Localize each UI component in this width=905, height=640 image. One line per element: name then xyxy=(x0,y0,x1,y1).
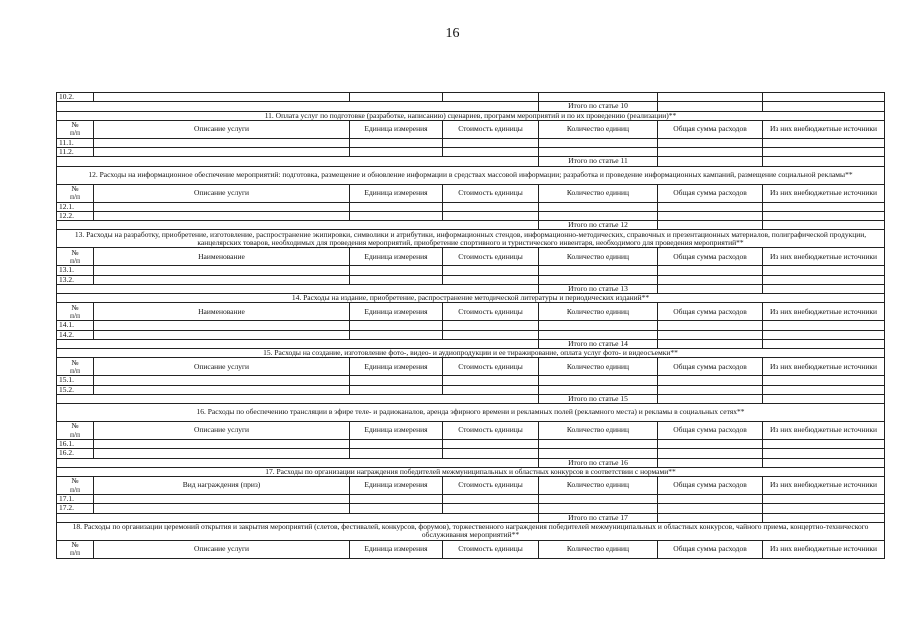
total-sum xyxy=(658,394,763,403)
empty-cell xyxy=(658,495,763,504)
empty-cell xyxy=(763,202,885,211)
header-unit: Единица измерения xyxy=(350,248,443,266)
total-spacer xyxy=(57,458,539,467)
row-number: 12.1. xyxy=(57,202,94,211)
empty-cell xyxy=(539,321,658,330)
empty-cell xyxy=(94,93,350,102)
header-unit: Единица измерения xyxy=(350,120,443,138)
header-cost: Стоимость единицы xyxy=(443,248,539,266)
header-qty: Количество единиц xyxy=(539,303,658,321)
section-title: 16. Расходы по обеспечению трансляции в эфире теле- и радиоканалов, аренда эфирного времени и рекламных полей (рекламного места) и рекламы в социальных сетях** xyxy=(57,404,885,422)
header-extra: Из них внебюджетные источники xyxy=(763,303,885,321)
header-total: Общая сумма расходов xyxy=(658,358,763,376)
header-row xyxy=(57,303,885,321)
empty-cell xyxy=(658,148,763,157)
empty-cell xyxy=(94,440,350,449)
empty-cell xyxy=(658,321,763,330)
empty-cell xyxy=(658,266,763,275)
empty-cell xyxy=(763,449,885,458)
header-desc: Описание услуги xyxy=(94,422,350,440)
header-total: Общая сумма расходов xyxy=(658,477,763,495)
empty-cell xyxy=(763,504,885,513)
empty-cell xyxy=(94,376,350,385)
total-sum xyxy=(658,339,763,348)
header-cost: Стоимость единицы xyxy=(443,477,539,495)
empty-cell xyxy=(763,321,885,330)
empty-cell xyxy=(94,330,350,339)
total-spacer xyxy=(57,102,539,111)
empty-cell xyxy=(350,321,443,330)
empty-cell xyxy=(763,148,885,157)
empty-cell xyxy=(350,440,443,449)
header-row xyxy=(57,120,885,138)
empty-cell xyxy=(350,504,443,513)
empty-cell xyxy=(350,330,443,339)
empty-cell xyxy=(443,449,539,458)
empty-cell xyxy=(539,275,658,284)
empty-cell xyxy=(443,330,539,339)
header-cost: Стоимость единицы xyxy=(443,120,539,138)
table-row xyxy=(57,202,885,211)
header-cost: Стоимость единицы xyxy=(443,422,539,440)
header-row xyxy=(57,248,885,266)
empty-cell xyxy=(443,440,539,449)
empty-cell xyxy=(350,148,443,157)
row-number: 11.2. xyxy=(57,148,94,157)
header-qty: Количество единиц xyxy=(539,477,658,495)
header-name: Наименование xyxy=(94,248,350,266)
total-sum xyxy=(658,458,763,467)
empty-cell xyxy=(539,148,658,157)
empty-cell xyxy=(658,330,763,339)
header-qty: Количество единиц xyxy=(539,358,658,376)
table-row xyxy=(57,449,885,458)
header-extra: Из них внебюджетные источники xyxy=(763,540,885,558)
empty-cell xyxy=(94,495,350,504)
section-title: 12. Расходы на информационное обеспечение мероприятий: подготовка, размещение и обновление информации в средствах массовой информации; разработка и проведение информационных кампаний, размещение социальной рекламы** xyxy=(57,166,885,184)
total-sum xyxy=(658,102,763,111)
header-unit: Единица измерения xyxy=(350,422,443,440)
header-cost: Стоимость единицы xyxy=(443,303,539,321)
table-row xyxy=(57,321,885,330)
total-sum xyxy=(658,284,763,293)
empty-cell xyxy=(658,504,763,513)
header-qty: Количество единиц xyxy=(539,540,658,558)
total-extra xyxy=(763,458,885,467)
header-extra: Из них внебюджетные источники xyxy=(763,358,885,376)
header-qty: Количество единиц xyxy=(539,184,658,202)
section-title-row xyxy=(57,230,885,248)
empty-cell xyxy=(94,138,350,147)
header-num: № п/п xyxy=(57,358,94,376)
row-number: 11.1. xyxy=(57,138,94,147)
header-extra: Из них внебюджетные источники xyxy=(763,422,885,440)
empty-cell xyxy=(763,330,885,339)
empty-cell xyxy=(763,495,885,504)
empty-cell xyxy=(539,376,658,385)
section-title: 11. Оплата услуг по подготовке (разработке, написанию) сценариев, программ мероприятий и по их проведению (реализации)** xyxy=(57,111,885,120)
empty-cell xyxy=(350,495,443,504)
section-title-row xyxy=(57,349,885,358)
empty-cell xyxy=(94,148,350,157)
empty-cell xyxy=(658,93,763,102)
header-total: Общая сумма расходов xyxy=(658,248,763,266)
table-row xyxy=(57,148,885,157)
header-total: Общая сумма расходов xyxy=(658,184,763,202)
empty-cell xyxy=(539,266,658,275)
empty-cell xyxy=(443,138,539,147)
header-qty: Количество единиц xyxy=(539,120,658,138)
empty-cell xyxy=(443,148,539,157)
header-unit: Единица измерения xyxy=(350,540,443,558)
table-row xyxy=(57,93,885,102)
header-row xyxy=(57,477,885,495)
empty-cell xyxy=(539,440,658,449)
budget-table xyxy=(56,92,885,559)
header-desc: Описание услуги xyxy=(94,184,350,202)
total-sum xyxy=(658,221,763,230)
total-row xyxy=(57,339,885,348)
total-label: Итого по статье 10 xyxy=(539,102,658,111)
section-title: 15. Расходы на создание, изготовление фото-, видео- и аудиопродукции и ее тиражирование, оплата услуг фото- и видеосъемки** xyxy=(57,349,885,358)
header-total: Общая сумма расходов xyxy=(658,120,763,138)
empty-cell xyxy=(350,449,443,458)
header-row xyxy=(57,422,885,440)
empty-cell xyxy=(658,440,763,449)
empty-cell xyxy=(539,385,658,394)
empty-cell xyxy=(763,93,885,102)
empty-cell xyxy=(443,211,539,220)
total-label: Итого по статье 15 xyxy=(539,394,658,403)
table-row xyxy=(57,495,885,504)
empty-cell xyxy=(443,385,539,394)
empty-cell xyxy=(539,93,658,102)
header-unit: Единица измерения xyxy=(350,303,443,321)
header-extra: Из них внебюджетные источники xyxy=(763,477,885,495)
empty-cell xyxy=(350,385,443,394)
total-spacer xyxy=(57,394,539,403)
empty-cell xyxy=(94,211,350,220)
header-total: Общая сумма расходов xyxy=(658,422,763,440)
header-award: Вид награждения (приз) xyxy=(94,477,350,495)
table-row xyxy=(57,440,885,449)
header-cost: Стоимость единицы xyxy=(443,540,539,558)
empty-cell xyxy=(94,321,350,330)
header-desc: Описание услуги xyxy=(94,540,350,558)
empty-cell xyxy=(539,495,658,504)
total-label: Итого по статье 11 xyxy=(539,157,658,166)
empty-cell xyxy=(539,202,658,211)
header-cost: Стоимость единицы xyxy=(443,358,539,376)
empty-cell xyxy=(350,138,443,147)
empty-cell xyxy=(763,275,885,284)
header-num: № п/п xyxy=(57,303,94,321)
header-unit: Единица измерения xyxy=(350,358,443,376)
total-extra xyxy=(763,513,885,522)
header-unit: Единица измерения xyxy=(350,184,443,202)
total-row xyxy=(57,157,885,166)
row-number: 15.1. xyxy=(57,376,94,385)
header-num: № п/п xyxy=(57,540,94,558)
total-extra xyxy=(763,284,885,293)
total-spacer xyxy=(57,157,539,166)
empty-cell xyxy=(94,266,350,275)
empty-cell xyxy=(763,376,885,385)
row-number: 17.1. xyxy=(57,495,94,504)
section-title: 17. Расходы по организации награждения победителей межмуниципальных и областных конкурсов в соответствии с нормами** xyxy=(57,467,885,476)
header-cost: Стоимость единицы xyxy=(443,184,539,202)
empty-cell xyxy=(443,321,539,330)
empty-cell xyxy=(539,138,658,147)
empty-cell xyxy=(763,440,885,449)
header-total: Общая сумма расходов xyxy=(658,540,763,558)
empty-cell xyxy=(763,385,885,394)
total-row xyxy=(57,221,885,230)
total-label: Итого по статье 16 xyxy=(539,458,658,467)
table-row xyxy=(57,385,885,394)
empty-cell xyxy=(350,376,443,385)
empty-cell xyxy=(443,93,539,102)
empty-cell xyxy=(658,138,763,147)
header-desc: Описание услуги xyxy=(94,358,350,376)
section-title-row xyxy=(57,467,885,476)
empty-cell xyxy=(94,504,350,513)
header-row xyxy=(57,540,885,558)
header-num: № п/п xyxy=(57,120,94,138)
section-title: 13. Расходы на разработку, приобретение, изготовление, распространение экипировки, символики и атрибутики, информационных стендов, информационно-методических, справочных и презентационных материалов, полиграфической продукции, канцелярских товаров, необходимых для проведения мероприятий, приобретение спортивного и туристического инвентаря, необходимого для проведения мероприятий** xyxy=(57,230,885,248)
table-row xyxy=(57,211,885,220)
empty-cell xyxy=(350,266,443,275)
total-row xyxy=(57,102,885,111)
empty-cell xyxy=(94,385,350,394)
header-extra: Из них внебюджетные источники xyxy=(763,248,885,266)
row-number: 12.2. xyxy=(57,211,94,220)
empty-cell xyxy=(763,138,885,147)
total-extra xyxy=(763,102,885,111)
total-extra xyxy=(763,221,885,230)
table-row xyxy=(57,266,885,275)
row-number: 13.2. xyxy=(57,275,94,284)
header-qty: Количество единиц xyxy=(539,422,658,440)
total-spacer xyxy=(57,284,539,293)
section-title: 14. Расходы на издание, приобретение, распространение методической литературы и периодических изданий** xyxy=(57,294,885,303)
empty-cell xyxy=(443,495,539,504)
empty-cell xyxy=(539,330,658,339)
row-number: 16.1. xyxy=(57,440,94,449)
empty-cell xyxy=(443,266,539,275)
empty-cell xyxy=(539,211,658,220)
empty-cell xyxy=(658,202,763,211)
empty-cell xyxy=(350,211,443,220)
empty-cell xyxy=(658,376,763,385)
section-title-row xyxy=(57,404,885,422)
empty-cell xyxy=(763,211,885,220)
empty-cell xyxy=(658,211,763,220)
total-extra xyxy=(763,394,885,403)
table-row xyxy=(57,138,885,147)
empty-cell xyxy=(443,275,539,284)
page-number: 16 xyxy=(445,26,460,41)
row-number: 10.2. xyxy=(57,93,94,102)
total-spacer xyxy=(57,339,539,348)
empty-cell xyxy=(443,504,539,513)
total-spacer xyxy=(57,513,539,522)
empty-cell xyxy=(658,275,763,284)
total-label: Итого по статье 13 xyxy=(539,284,658,293)
total-sum xyxy=(658,157,763,166)
total-row xyxy=(57,284,885,293)
header-qty: Количество единиц xyxy=(539,248,658,266)
header-num: № п/п xyxy=(57,477,94,495)
total-row xyxy=(57,458,885,467)
row-number: 14.1. xyxy=(57,321,94,330)
total-label: Итого по статье 17 xyxy=(539,513,658,522)
header-extra: Из них внебюджетные источники xyxy=(763,120,885,138)
table-row xyxy=(57,330,885,339)
total-extra xyxy=(763,157,885,166)
row-number: 16.2. xyxy=(57,449,94,458)
total-extra xyxy=(763,339,885,348)
empty-cell xyxy=(443,202,539,211)
header-extra: Из них внебюджетные источники xyxy=(763,184,885,202)
total-sum xyxy=(658,513,763,522)
total-label: Итого по статье 12 xyxy=(539,221,658,230)
empty-cell xyxy=(350,202,443,211)
header-num: № п/п xyxy=(57,184,94,202)
empty-cell xyxy=(539,449,658,458)
empty-cell xyxy=(539,504,658,513)
section-title-row xyxy=(57,111,885,120)
row-number: 13.1. xyxy=(57,266,94,275)
header-total: Общая сумма расходов xyxy=(658,303,763,321)
empty-cell xyxy=(658,385,763,394)
section-title: 18. Расходы по организации церемоний открытия и закрытия мероприятий (слетов, фестивалей, конкурсов, форумов), торжественного награждения победителей межмуниципальных и областных конкурсов, чайного приема, концертно-технического обслуживания мероприятий** xyxy=(57,522,885,540)
header-name: Наименование xyxy=(94,303,350,321)
empty-cell xyxy=(350,93,443,102)
total-spacer xyxy=(57,221,539,230)
row-number: 14.2. xyxy=(57,330,94,339)
total-row xyxy=(57,394,885,403)
section-title-row xyxy=(57,294,885,303)
empty-cell xyxy=(94,202,350,211)
empty-cell xyxy=(350,275,443,284)
total-row xyxy=(57,513,885,522)
header-num: № п/п xyxy=(57,422,94,440)
empty-cell xyxy=(658,449,763,458)
header-num: № п/п xyxy=(57,248,94,266)
empty-cell xyxy=(443,376,539,385)
total-label: Итого по статье 14 xyxy=(539,339,658,348)
table-row xyxy=(57,376,885,385)
section-title-row xyxy=(57,522,885,540)
empty-cell xyxy=(94,275,350,284)
header-row xyxy=(57,358,885,376)
row-number: 15.2. xyxy=(57,385,94,394)
empty-cell xyxy=(763,266,885,275)
header-desc: Описание услуги xyxy=(94,120,350,138)
table-row xyxy=(57,504,885,513)
header-row xyxy=(57,184,885,202)
empty-cell xyxy=(94,449,350,458)
row-number: 17.2. xyxy=(57,504,94,513)
section-title-row xyxy=(57,166,885,184)
table-row xyxy=(57,275,885,284)
header-unit: Единица измерения xyxy=(350,477,443,495)
